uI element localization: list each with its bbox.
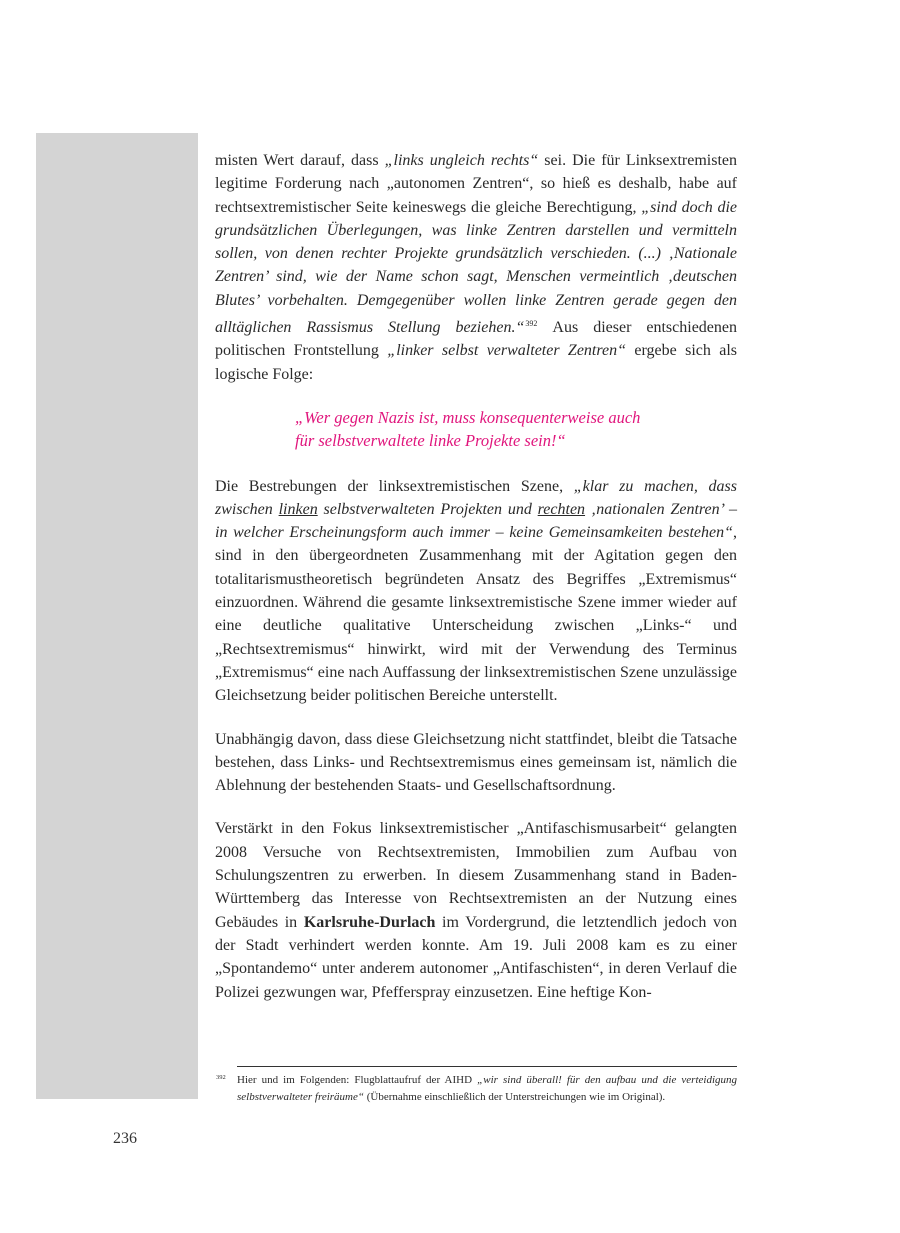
footnote-divider [237, 1066, 737, 1067]
text-run: (Übernahme einschließlich der Unterstreichungen wie im Original). [364, 1090, 666, 1103]
footnote [216, 1072, 737, 1105]
text-run: selbstverwalteten Projekten und [317, 500, 538, 518]
text-run: 392 [525, 319, 538, 329]
text-run: Verstärkt in den Fokus linksextremistischer „Antifaschismusarbeit“ gelangten 2008 Versuche von Rechtsextremisten, Immobilien zum Aufbau von Schulungszentren zu erwerben. In diesem Zusammenhang stand in Baden-Württemberg das Interesse von Rechtsextremisten an der Nutzung eines Gebäudes in [215, 820, 737, 931]
paragraph-2 [215, 475, 737, 708]
footnote-text [237, 1072, 737, 1105]
text-run: Aus dieser entschiedenen politischen Frontstellung [215, 319, 737, 360]
text-run: rechten [537, 500, 586, 518]
page-number: 236 [113, 1130, 137, 1147]
text-run: „klar zu machen, dass zwischen [215, 477, 738, 518]
text-run: Karlsruhe-Durlach [303, 913, 436, 931]
text-run: „links ungleich rechts“ [384, 152, 539, 169]
text-run: im Vordergrund, die letztendlich jedoch von der Stadt verhindert werden konnte. Am 19. Juli 2008 kam es zu einer „Spontandemo“ unter anderem autonomer „Antifaschisten“, in deren Verlauf die Polizei gezwungen war, Pfefferspray einzusetzen. Eine heftige Kon- [215, 913, 738, 1001]
pull-quote [295, 406, 675, 453]
pull-quote-line-2: für selbstverwaltete linke Projekte sein!“ [295, 431, 566, 451]
text-run: „wir sind überall! für den aufbau und die verteidigung selbstverwalteter freiräume“ [237, 1074, 737, 1103]
text-run: Unabhängig davon, dass diese Gleichsetzung nicht stattfindet, bleibt die Tatsache bestehen, dass Links- und Rechtsextremismus eines gemeinsam ist, nämlich die Ablehnung der bestehenden Staats- und Gesellschaftsordnung. [215, 730, 737, 795]
text-run: „linker selbst verwalteter Zentren“ [387, 342, 627, 360]
text-run: ‚nationalen Zentren’ – in welcher Erscheinungsform auch immer – keine Gemeinsamkeiten bestehen“ [215, 500, 738, 542]
footnote-number: 392 [216, 1074, 226, 1081]
text-run: sei. Die für Linksextremisten legitime Forderung nach „autonomen Zentren“, so hieß es deshalb, habe auf rechtsextremistischer Seite keineswegs die gleiche Berechtigung, [215, 152, 737, 216]
text-run: misten Wert darauf, dass [215, 152, 385, 169]
text-run: Hier und im Folgenden: Flugblattaufruf der AIHD [237, 1074, 478, 1086]
text-run: linken [278, 500, 318, 518]
text-run: Die Bestrebungen der linksextremistischen Szene, [215, 477, 574, 495]
text-run: , sind in den übergeordneten Zusammenhang mit der Agitation gegen den totalitarismustheoretisch begründeten Ansatz des Begriffes „Extremismus“ einzuordnen. Während die gesamte linksextremistische Szene immer wieder auf eine deutliche qualitative Unterscheidung zwischen „Links-“ und „Rechtsextremismus“ hinwirkt, wird mit der Verwendung des Terminus „Extremismus“ eine nach Auffassung der linksextremistischen Szene unzulässige Gleichsetzung beider politischen Bereiche unterstellt. [215, 524, 737, 705]
pull-quote-line-1: „Wer gegen Nazis ist, muss konsequenterweise auch [295, 407, 641, 427]
paragraph-3 [215, 728, 737, 798]
paragraph-1 [215, 149, 737, 386]
paragraph-4 [215, 817, 737, 1003]
text-run: ergebe sich als logische Folge: [215, 342, 738, 383]
margin-sidebar-band [36, 133, 198, 1099]
text-run: „sind doch die grundsätzlichen Überlegungen, was linke Zentren darstellen und vermitteln sollen, von denen rechter Projekte grundsätzlich verschieden. (...) ‚Nationale Zentren’ sind, wie der Name schon sagt, Menschen vermeintlich ‚deutschen Blutes’ vorbehalten. Demgegenüber wollen linke Zentren gerade gegen den alltäglichen Rassismus Stellung beziehen.“ [215, 198, 738, 337]
main-text [215, 149, 737, 1004]
